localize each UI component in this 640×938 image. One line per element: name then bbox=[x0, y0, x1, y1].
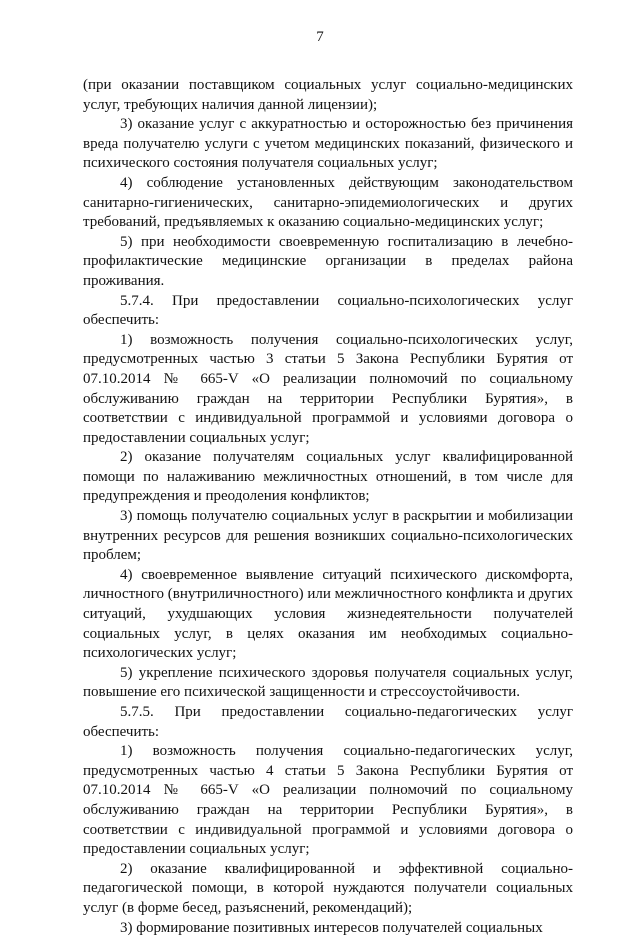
paragraph: 5) при необходимости своевременную госпитализацию в лечебно-профилактические медицинские организации в пределах района проживания. bbox=[83, 233, 573, 289]
paragraph: 1) возможность получения социально-психологических услуг, предусмотренных частью 3 статьи 5 Закона Республики Бурятия от 07.10.2014 № 665-V «О реализации полномочий по социальному обслуживанию граждан на территории Республики Бурятия», в соответствии с индивидуальной программой и условиями договора о предоставлении социальных услуг; bbox=[83, 331, 573, 446]
paragraph: 2) оказание квалифицированной и эффективной социально-педагогической помощи, в которой нуждаются получатели социальных услуг (в форме бесед, разъяснений, рекомендаций); bbox=[83, 860, 573, 916]
paragraph: 2) оказание получателям социальных услуг квалифицированной помощи по налаживанию межличностных отношений, в том числе для предупреждения и преодоления конфликтов; bbox=[83, 449, 573, 505]
paragraph: 3) помощь получателю социальных услуг в раскрытии и мобилизации внутренних ресурсов для решения возникших социально-психологических проблем; bbox=[83, 508, 573, 564]
paragraph: 4) своевременное выявление ситуаций психического дискомфорта, личностного (внутриличностного) или межличностного конфликта и других ситуаций, ухудшающих условия жизнедеятельности получателей социальных услуг, в целях оказания им необходимых социально-психологических услуг; bbox=[83, 566, 573, 662]
document-body bbox=[83, 76, 573, 938]
paragraph: 3) формирование позитивных интересов получателей социальных bbox=[120, 919, 543, 936]
paragraph: (при оказании поставщиком социальных услуг социально-медицинских услуг, требующих наличия данной лицензии); bbox=[83, 77, 573, 113]
page-number: 7 bbox=[316, 29, 324, 45]
paragraph: 4) соблюдение установленных действующим законодательством санитарно-гигиенических, санитарно-эпидемиологических и других требований, предъявляемых к оказанию социально-медицинских услуг; bbox=[83, 174, 573, 231]
section-heading: 5.7.4. При предоставлении социально-психологических услуг обеспечить: bbox=[83, 292, 573, 329]
paragraph: 1) возможность получения социально-педагогических услуг, предусмотренных частью 4 статьи 5 Закона Республики Бурятия от 07.10.2014 № 665-V «О реализации полномочий по социальному обслуживанию граждан на территории Республики Бурятия», в соответствии с индивидуальной программой и условиями договора о предоставлении социальных услуг; bbox=[83, 743, 573, 858]
paragraph: 3) оказание услуг с аккуратностью и осторожностью без причинения вреда получателю услуги с учетом медицинских показаний, физического и психического состояния получателя социальных услуг; bbox=[83, 116, 573, 172]
paragraph: 5) укрепление психического здоровья получателя социальных услуг, повышение его психической защищенности и стрессоустойчивости. bbox=[83, 664, 573, 701]
section-heading: 5.7.5. При предоставлении социально-педагогических услуг обеспечить: bbox=[83, 704, 573, 740]
